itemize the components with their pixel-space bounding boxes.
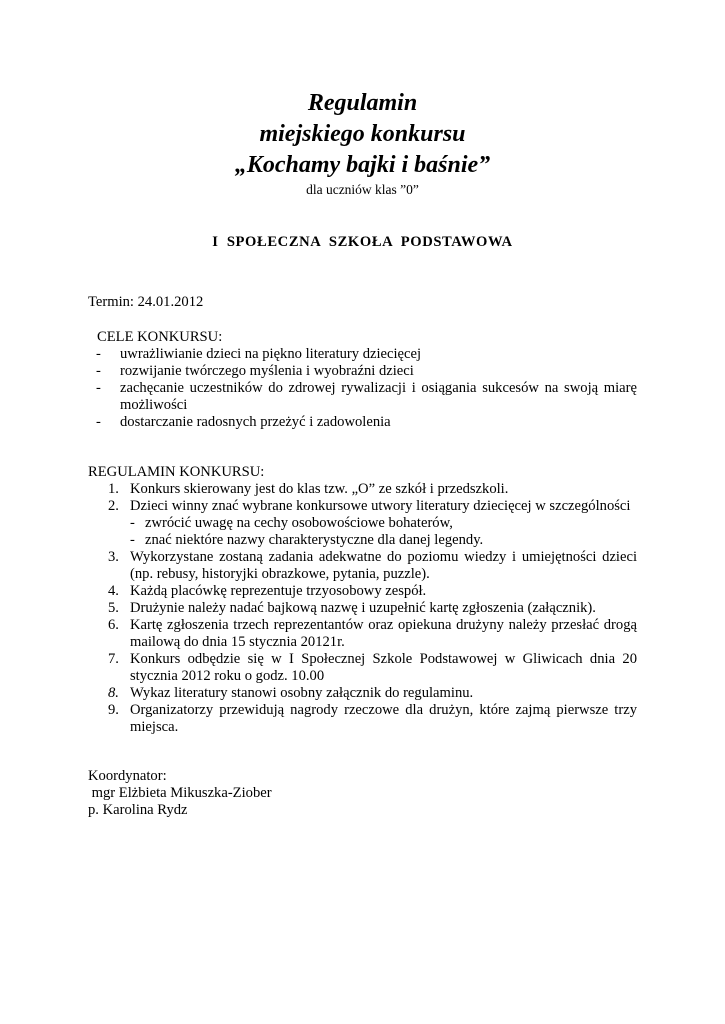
regulamin-subline: znać niektóre nazwy charakterystyczne dla danej legendy. [145, 532, 484, 548]
cele-dash: - [96, 414, 101, 430]
regulamin-line: Organizatorzy przewidują nagrody rzeczowe dla drużyn, które zajmą pierwsze trzy [130, 702, 637, 718]
regulamin-line: Każdą placówkę reprezentuje trzyosobowy zespół. [130, 583, 427, 599]
termin-date: Termin: 24.01.2012 [88, 294, 204, 310]
list-number: 4. [108, 583, 119, 599]
regulamin-line: Konkurs skierowany jest do klas tzw. „O” ze szkół i przedszkoli. [130, 481, 509, 497]
regulamin-subline: zwrócić uwagę na cechy osobowościowe bohaterów, [145, 515, 453, 531]
regulamin-line: Konkurs odbędzie się w I Społecznej Szkole Podstawowej w Gliwicach dnia 20 [130, 651, 637, 667]
regulamin-line: (np. rebusy, historyjki obrazkowe, pytania, puzzle). [130, 566, 430, 582]
cele-item: uwrażliwianie dzieci na piękno literatury dziecięcej [120, 346, 422, 362]
sub-dash: - [130, 515, 135, 531]
regulamin-line: miejsca. [130, 719, 179, 735]
regulamin-line: stycznia 2012 roku o godz. 10.00 [130, 668, 325, 684]
list-number: 8. [108, 685, 119, 701]
cele-dash: - [96, 380, 101, 396]
list-number: 1. [108, 481, 119, 497]
koordynator-person: p. Karolina Rydz [88, 802, 188, 818]
regulamin-line: Wykorzystane zostaną zadania adekwatne do poziomu wiedzy i umiejętności dzieci [130, 549, 637, 565]
regulamin-line: mailową do dnia 15 stycznia 20121r. [130, 634, 345, 650]
list-number: 5. [108, 600, 119, 616]
list-number: 3. [108, 549, 119, 565]
cele-heading: CELE KONKURSU: [97, 329, 223, 345]
regulamin-line: Wykaz literatury stanowi osobny załącznik do regulaminu. [130, 685, 474, 701]
school-name: I SPOŁECZNA SZKOŁA PODSTAWOWA [212, 234, 513, 250]
cele-dash: - [96, 346, 101, 362]
regulamin-line: Kartę zgłoszenia trzech reprezentantów oraz opiekuna drużyny należy przesłać drogą [130, 617, 637, 633]
koordynator-label: Koordynator: [88, 768, 167, 784]
list-number: 9. [108, 702, 119, 718]
title-line-2: miejskiego konkursu [259, 121, 466, 147]
regulamin-line: Drużynie należy nadać bajkową nazwę i uzupełnić kartę zgłoszenia (załącznik). [130, 600, 596, 616]
list-number: 2. [108, 498, 119, 514]
cele-dash: - [96, 363, 101, 379]
cele-item: rozwijanie twórczego myślenia i wyobraźni dzieci [120, 363, 414, 379]
cele-item-continuation: możliwości [120, 397, 188, 413]
koordynator-person: mgr Elżbieta Mikuszka-Ziober [88, 785, 272, 801]
sub-dash: - [130, 532, 135, 548]
regulamin-line: Dzieci winny znać wybrane konkursowe utwory literatury dziecięcej w szczególności [130, 498, 631, 514]
list-number: 6. [108, 617, 119, 633]
title-line-3: „Kochamy bajki i baśnie” [234, 152, 491, 178]
subtitle: dla uczniów klas ”0” [306, 182, 419, 197]
list-number: 7. [108, 651, 119, 667]
title-line-1: Regulamin [307, 90, 418, 116]
cele-item: zachęcanie uczestników do zdrowej rywalizacji i osiągania sukcesów na swoją miarę [120, 380, 637, 396]
regulamin-heading: REGULAMIN KONKURSU: [88, 464, 265, 480]
cele-item: dostarczanie radosnych przeżyć i zadowolenia [120, 414, 391, 430]
